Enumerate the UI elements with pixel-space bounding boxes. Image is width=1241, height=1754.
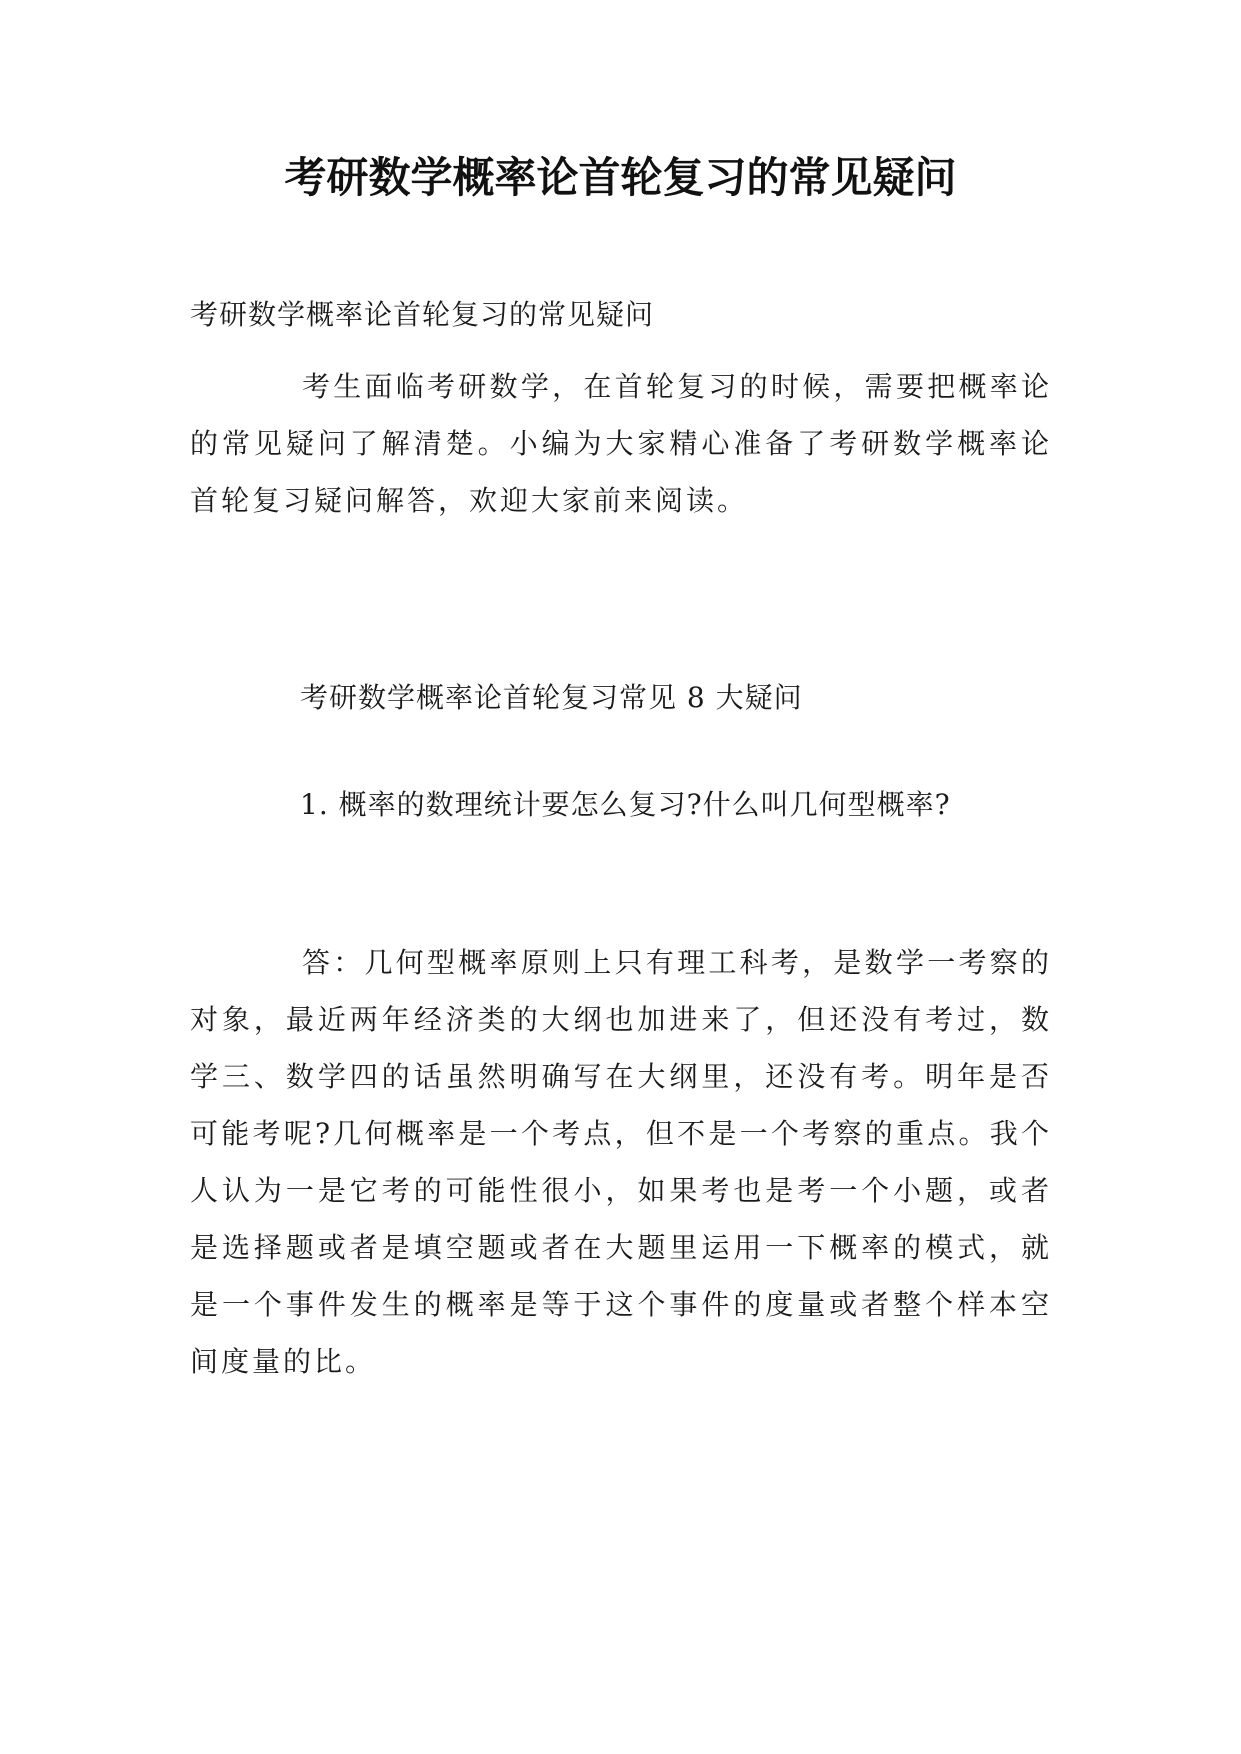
document-title: 考研数学概率论首轮复习的常见疑问 [284, 153, 957, 202]
question-1: 1. 概率的数理统计要怎么复习?什么叫几何型概率? [300, 788, 951, 821]
intro-paragraph: 考生面临考研数学，在首轮复习的时候，需要把概率论的常见疑问了解清楚。小编为大家精心准备了考研数学概率论首轮复习疑问解答，欢迎大家前来阅读。 [190, 370, 1052, 517]
document-subtitle: 考研数学概率论首轮复习的常见疑问 [190, 298, 655, 331]
section-heading: 考研数学概率论首轮复习常见 8 大疑问 [300, 681, 803, 714]
answer-1-paragraph: 答：几何型概率原则上只有理工科考，是数学一考察的对象，最近两年经济类的大纲也加进来了，但还没有考过，数学三、数学四的话虽然明确写在大纲里，还没有考。明年是否可能考呢?几何概率是一个考点，但不是一个考察的重点。我个人认为一是它考的可能性很小，如果考也是考一个小题，或者是选择题或者是填空题或者在大题里运用一下概率的模式，就是一个事件发生的概率是等于这个事件的度量或者整个样本空间度量的比。 [190, 946, 1052, 1378]
